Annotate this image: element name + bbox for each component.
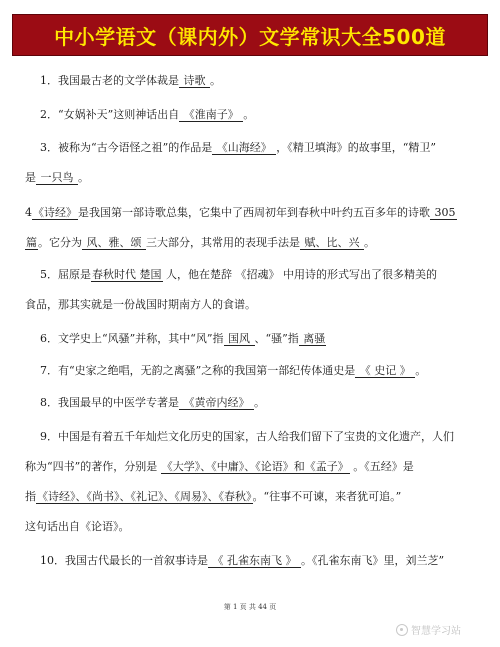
text-line bbox=[25, 236, 375, 250]
text-run: 。 bbox=[415, 364, 427, 377]
text-run: 。 bbox=[210, 74, 221, 87]
text-run: 。《孔雀东南飞》里，刘兰芝” bbox=[301, 554, 445, 567]
text-run: 。 bbox=[78, 171, 89, 184]
text-line bbox=[40, 430, 454, 444]
watermark-text: 智慧学习站 bbox=[411, 626, 461, 637]
text-line bbox=[40, 74, 221, 88]
text-line bbox=[25, 171, 89, 185]
underlined-answer: 《淮南子》 bbox=[180, 108, 243, 121]
text-line bbox=[40, 364, 426, 378]
underlined-answer: 篇 bbox=[26, 236, 37, 249]
text-run: 是 bbox=[25, 171, 36, 184]
text-run: 人，他在楚辞 bbox=[162, 268, 232, 281]
text-run: 5．屈原是 bbox=[40, 268, 91, 281]
underlined-answer: 风、雅、颂 bbox=[83, 236, 145, 249]
text-run: 食品，那其实就是一份战国时期南方人的食谱。 bbox=[25, 298, 256, 311]
text-line bbox=[40, 332, 326, 346]
text-run: 1．我国最古老的文学体裁是 bbox=[40, 74, 179, 87]
text-run: 这句话出自《论语》。 bbox=[25, 520, 130, 533]
text-run: 。它分为 bbox=[38, 236, 82, 249]
underlined-answer: 305 bbox=[431, 206, 456, 219]
text-line bbox=[25, 206, 457, 220]
text-run: 。 bbox=[364, 236, 375, 249]
underlined-answer: 《 孔雀东南飞 》 bbox=[209, 554, 300, 567]
underlined-answer: 国风 bbox=[224, 332, 254, 345]
text-line bbox=[25, 520, 130, 534]
underlined-answer: 《黄帝内经》 bbox=[180, 396, 253, 409]
text-run: 4 bbox=[25, 206, 32, 219]
text-run: 3．被称为“古今语怪之祖”的作品是 bbox=[40, 141, 213, 154]
text-run: 三大部分，其常用的表现手法是 bbox=[146, 236, 300, 249]
underlined-answer: 诗歌 bbox=[180, 74, 209, 87]
watermark bbox=[396, 622, 461, 637]
underlined-answer: 春秋时代 楚国 bbox=[92, 268, 162, 281]
text-run: 7．有“史家之绝唱，无韵之离骚”之称的我国第一部纪传体通史是 bbox=[40, 364, 356, 377]
text-run: 《招魂》 bbox=[232, 268, 283, 281]
text-line bbox=[40, 396, 265, 410]
text-run: 8．我国最早的中医学专著是 bbox=[40, 396, 179, 409]
text-run: 中用诗的形式写出了很多精美的 bbox=[283, 268, 437, 281]
text-line bbox=[25, 490, 401, 504]
underlined-answer: 《大学》、《中庸》、《论语》和《孟子》 bbox=[161, 460, 349, 473]
text-run: 。《五经》是 bbox=[349, 460, 414, 473]
text-line bbox=[40, 268, 437, 282]
text-run: 6．文学史上“风骚”并称，其中“风”指 bbox=[40, 332, 224, 345]
watermark-logo-icon bbox=[396, 624, 408, 636]
text-run: 。“往事不可谏，来者犹可追。” bbox=[252, 490, 402, 503]
underlined-answer: 《 史记 》 bbox=[356, 364, 415, 377]
text-run: 。 bbox=[254, 396, 265, 409]
text-run: 。 bbox=[243, 108, 255, 121]
text-line bbox=[40, 141, 436, 155]
text-run: 称为“四书”的著作，分别是 bbox=[25, 460, 161, 473]
underlined-answer: 赋、比、兴 bbox=[301, 236, 363, 249]
underlined-answer: 一只鸟 bbox=[37, 171, 77, 184]
text-run: 是我国第一部诗歌总集，它集中了西周初年到春秋中叶约五百多年的诗歌 bbox=[78, 206, 430, 219]
underlined-answer: 《诗经》 bbox=[33, 206, 77, 219]
page-title: 中小学语文（课内外）文学常识大全500道 bbox=[54, 24, 446, 49]
page-footer: 第 1 页 共 44 页 bbox=[223, 603, 277, 611]
text-line bbox=[40, 554, 444, 568]
underlined-answer: 《山海经》 bbox=[213, 141, 276, 154]
underlined-answer: 离骚 bbox=[299, 332, 326, 345]
text-run: 指 bbox=[25, 490, 36, 503]
underlined-answer: 《诗经》、《尚书》、《礼记》、《周易》、《春秋》 bbox=[37, 490, 252, 503]
text-run: 10．我国古代最长的一首叙事诗是 bbox=[40, 554, 208, 567]
text-run: 2．“女娲补天”这则神话出自 bbox=[40, 108, 180, 121]
text-run: 、“骚”指 bbox=[254, 332, 299, 345]
text-run: 9．中国是有着五千年灿烂文化历史的国家，古人给我们留下了宝贵的文化遗产，人们 bbox=[40, 430, 454, 443]
text-line bbox=[25, 460, 414, 474]
text-run: ，《精卫填海》的故事里，“精卫” bbox=[276, 141, 436, 154]
text-line bbox=[40, 108, 254, 122]
text-line bbox=[25, 298, 256, 312]
